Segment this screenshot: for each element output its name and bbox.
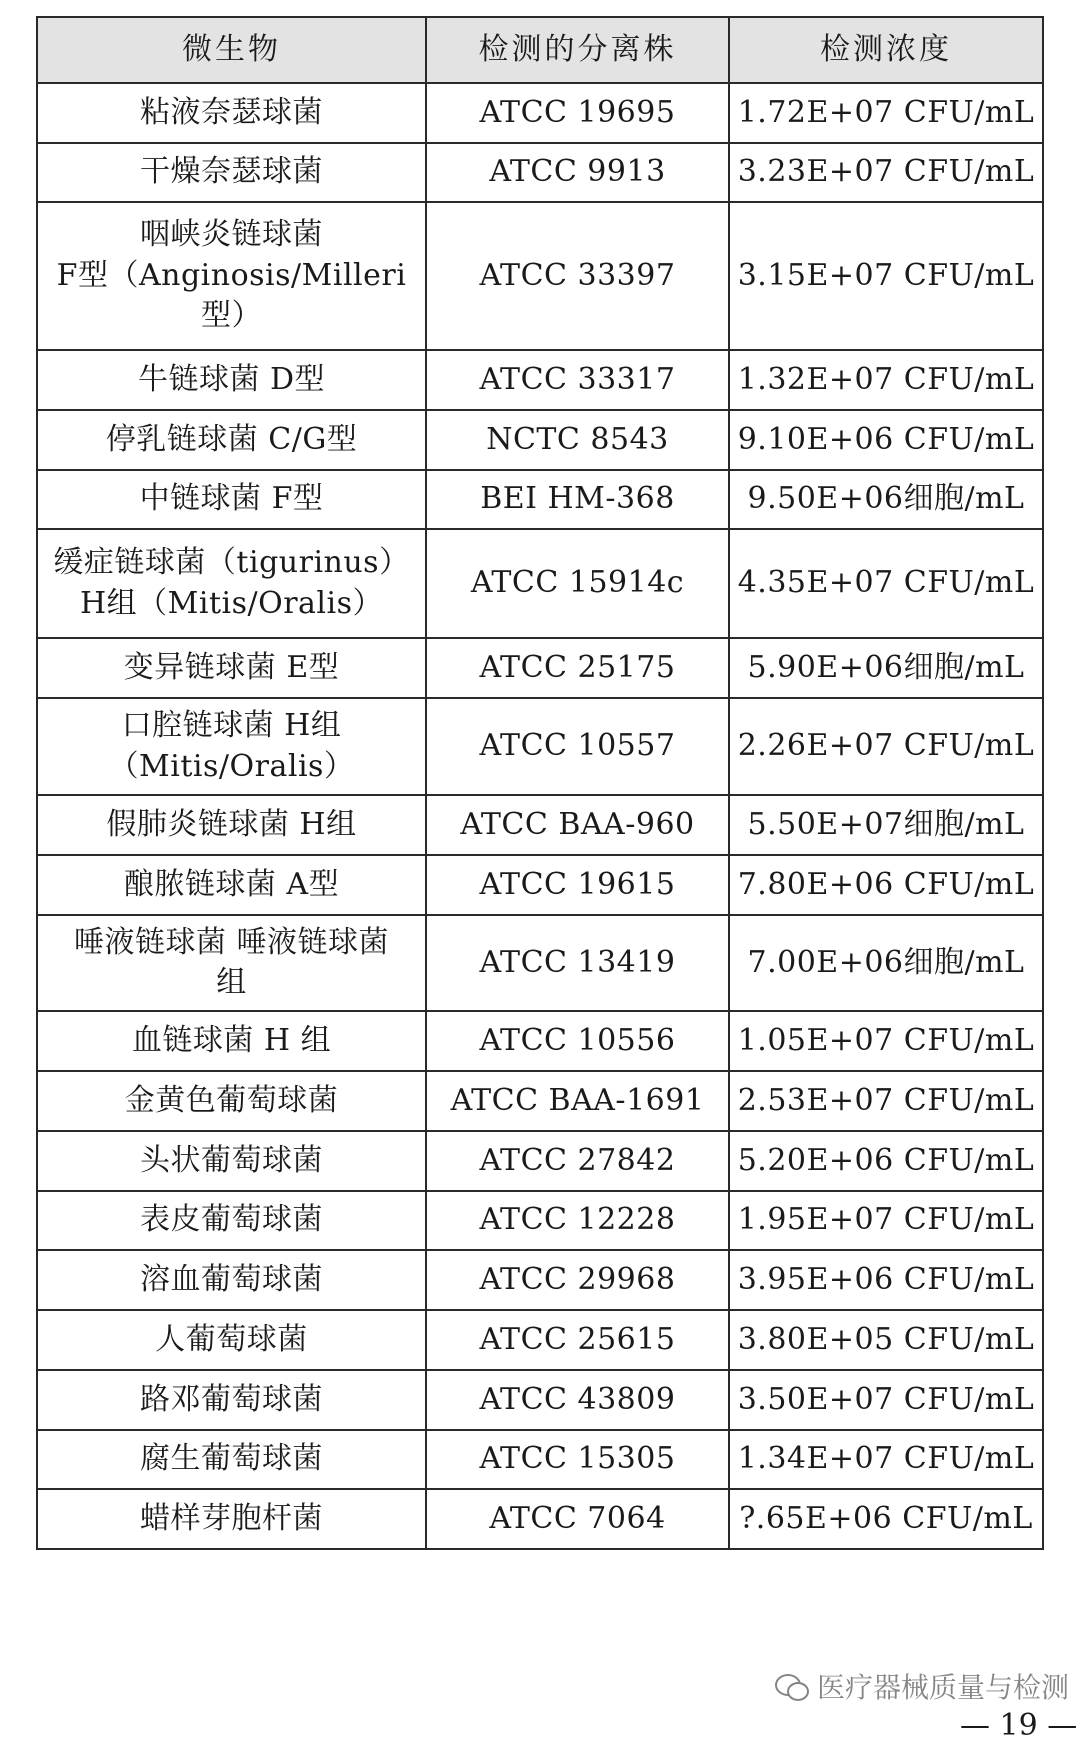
- table-row: [37, 1370, 1043, 1430]
- table-row: [37, 638, 1043, 698]
- table-row: [37, 1011, 1043, 1071]
- table-row: [37, 915, 1043, 1011]
- cell-strain: NCTC 8543: [426, 410, 729, 470]
- table-row: [37, 1310, 1043, 1370]
- cell-concentration: 5.90E+06细胞/mL: [729, 638, 1043, 698]
- organism-line: 咽峡炎链球菌: [140, 217, 323, 253]
- organism-line: 粘液奈瑟球菌: [140, 94, 323, 130]
- table-row: [37, 1250, 1043, 1310]
- cell-strain: ATCC 27842: [426, 1131, 729, 1191]
- organism-line: F型（Anginosis/Milleri: [56, 257, 407, 293]
- organism-line: 酿脓链球菌 A型: [123, 866, 340, 902]
- table-row: [37, 1071, 1043, 1131]
- cell-concentration: 3.15E+07 CFU/mL: [729, 202, 1043, 350]
- cell-concentration: 4.35E+07 CFU/mL: [729, 529, 1043, 638]
- table-row: [37, 1489, 1043, 1549]
- cell-concentration: 9.10E+06 CFU/mL: [729, 410, 1043, 470]
- organism-line: 缓症链球菌（tigurinus）: [53, 545, 410, 580]
- cell-organism: [37, 202, 426, 350]
- organism-line: 型）: [201, 298, 262, 334]
- cell-concentration: 7.00E+06细胞/mL: [729, 915, 1043, 1011]
- cell-strain: ATCC 19695: [426, 83, 729, 143]
- table-row: [37, 795, 1043, 855]
- organism-line: 组: [216, 965, 247, 1000]
- cell-strain: ATCC BAA-1691: [426, 1071, 729, 1131]
- table-row: [37, 1131, 1043, 1191]
- organism-line: 头状葡萄球菌: [140, 1142, 323, 1178]
- organism-line: 腐生葡萄球菌: [140, 1441, 323, 1477]
- header-strain: 检测的分离株: [426, 17, 729, 83]
- organism-line: 人葡萄球菌: [155, 1321, 308, 1357]
- cell-organism: [37, 470, 426, 529]
- organism-line: 表皮葡萄球菌: [140, 1202, 323, 1238]
- table-row: [37, 83, 1043, 143]
- organism-line: 口腔链球菌 H组: [121, 708, 342, 743]
- organism-line: 血链球菌 H 组: [131, 1022, 332, 1058]
- table-row: [37, 410, 1043, 470]
- cell-organism: [37, 698, 426, 795]
- cell-strain: ATCC 10557: [426, 698, 729, 795]
- microorganism-table: [36, 16, 1044, 1550]
- table-row: [37, 855, 1043, 915]
- cell-organism: [37, 410, 426, 470]
- organism-line: 中链球菌 F型: [139, 481, 324, 517]
- cell-concentration: 2.53E+07 CFU/mL: [729, 1071, 1043, 1131]
- cell-organism: [37, 1131, 426, 1191]
- cell-concentration: 5.20E+06 CFU/mL: [729, 1131, 1043, 1191]
- cell-concentration: 1.95E+07 CFU/mL: [729, 1191, 1043, 1250]
- table-header: [37, 17, 1043, 83]
- table-row: [37, 1191, 1043, 1250]
- cell-organism: [37, 855, 426, 915]
- table-row: [37, 350, 1043, 410]
- cell-concentration: 3.23E+07 CFU/mL: [729, 143, 1043, 202]
- cell-concentration: 3.95E+06 CFU/mL: [729, 1250, 1043, 1310]
- cell-strain: ATCC 25175: [426, 638, 729, 698]
- table-row: [37, 143, 1043, 202]
- table-row: [37, 470, 1043, 529]
- cell-concentration: 9.50E+06细胞/mL: [729, 470, 1043, 529]
- cell-organism: [37, 83, 426, 143]
- header-concentration: 检测浓度: [729, 17, 1043, 83]
- cell-organism: [37, 795, 426, 855]
- cell-concentration: 1.34E+07 CFU/mL: [729, 1430, 1043, 1489]
- cell-organism: [37, 1071, 426, 1131]
- cell-concentration: 1.72E+07 CFU/mL: [729, 83, 1043, 143]
- cell-strain: ATCC 7064: [426, 1489, 729, 1549]
- header-organism: 微生物: [37, 17, 426, 83]
- page-number: — 19 —: [960, 1708, 1078, 1743]
- organism-line: 牛链球菌 D型: [137, 361, 326, 397]
- cell-organism: [37, 1191, 426, 1250]
- cell-concentration: 1.32E+07 CFU/mL: [729, 350, 1043, 410]
- table-row: [37, 1430, 1043, 1489]
- wechat-icon: [775, 1672, 809, 1700]
- cell-organism: [37, 1310, 426, 1370]
- table-body: [37, 83, 1043, 1549]
- cell-organism: [37, 915, 426, 1011]
- organism-line: 路邓葡萄球菌: [140, 1381, 323, 1417]
- cell-concentration: 5.50E+07细胞/mL: [729, 795, 1043, 855]
- cell-strain: ATCC 13419: [426, 915, 729, 1011]
- cell-strain: ATCC 10556: [426, 1011, 729, 1071]
- cell-organism: [37, 638, 426, 698]
- cell-strain: ATCC 25615: [426, 1310, 729, 1370]
- cell-strain: ATCC BAA-960: [426, 795, 729, 855]
- table-row: [37, 529, 1043, 638]
- cell-organism: [37, 143, 426, 202]
- cell-strain: ATCC 15305: [426, 1430, 729, 1489]
- organism-line: 唾液链球菌 唾液链球菌: [73, 924, 390, 960]
- watermark-text: 医疗器械质量与检测: [817, 1671, 1070, 1704]
- cell-strain: ATCC 15914c: [426, 529, 729, 638]
- table-row: [37, 202, 1043, 350]
- header-row: [37, 17, 1043, 83]
- cell-concentration: 3.50E+07 CFU/mL: [729, 1370, 1043, 1430]
- cell-strain: ATCC 33317: [426, 350, 729, 410]
- cell-strain: ATCC 29968: [426, 1250, 729, 1310]
- cell-strain: BEI HM-368: [426, 470, 729, 529]
- cell-organism: [37, 350, 426, 410]
- cell-strain: ATCC 12228: [426, 1191, 729, 1250]
- organism-line: 变异链球菌 E型: [123, 649, 340, 685]
- cell-organism: [37, 529, 426, 638]
- cell-strain: ATCC 9913: [426, 143, 729, 202]
- cell-organism: [37, 1250, 426, 1310]
- cell-organism: [37, 1011, 426, 1071]
- cell-concentration: 1.05E+07 CFU/mL: [729, 1011, 1043, 1071]
- cell-concentration: 2.26E+07 CFU/mL: [729, 698, 1043, 795]
- cell-concentration: ?.65E+06 CFU/mL: [729, 1489, 1043, 1549]
- organism-line: 溶血葡萄球菌: [140, 1261, 323, 1297]
- wechat-watermark: [775, 1666, 1069, 1706]
- cell-concentration: 7.80E+06 CFU/mL: [729, 855, 1043, 915]
- cell-concentration: 3.80E+05 CFU/mL: [729, 1310, 1043, 1370]
- cell-strain: ATCC 33397: [426, 202, 729, 350]
- cell-organism: [37, 1430, 426, 1489]
- organism-line: 停乳链球菌 C/G型: [105, 421, 358, 457]
- organism-line: 蜡样芽胞杆菌: [140, 1500, 323, 1536]
- cell-organism: [37, 1489, 426, 1549]
- cell-organism: [37, 1370, 426, 1430]
- cell-strain: ATCC 43809: [426, 1370, 729, 1430]
- table-row: [37, 698, 1043, 795]
- organism-line: 金黄色葡萄球菌: [124, 1082, 339, 1118]
- cell-strain: ATCC 19615: [426, 855, 729, 915]
- data-table-container: [36, 16, 1042, 1550]
- organism-line: 干燥奈瑟球菌: [140, 154, 323, 190]
- organism-line: 假肺炎链球菌 H组: [106, 806, 357, 842]
- organism-line: （Mitis/Oralis）: [108, 748, 355, 784]
- organism-line: H组（Mitis/Oralis）: [79, 585, 384, 621]
